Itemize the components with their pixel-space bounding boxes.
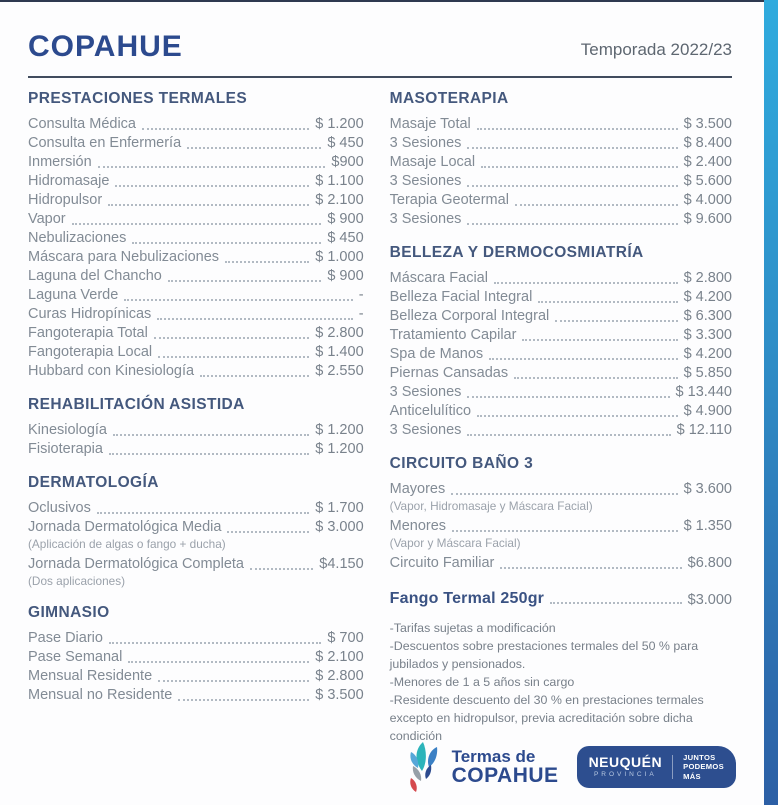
accent-bar bbox=[764, 0, 778, 805]
dot-leader bbox=[550, 602, 682, 604]
service-name: Pase Semanal bbox=[28, 649, 123, 665]
price-row bbox=[28, 518, 364, 537]
service-name: Laguna Verde bbox=[28, 287, 119, 303]
service-price: $ 2.100 bbox=[315, 649, 364, 665]
service-price: $ 900 bbox=[327, 211, 364, 227]
price-row bbox=[28, 229, 364, 248]
price-row bbox=[28, 286, 364, 305]
price-row bbox=[28, 686, 364, 705]
featured-price: $3.000 bbox=[687, 592, 732, 608]
dot-leader bbox=[72, 223, 322, 225]
price-row bbox=[390, 269, 732, 288]
service-price: $ 2.400 bbox=[683, 154, 732, 170]
service-price: - bbox=[358, 306, 364, 322]
service-price: $ 4.900 bbox=[683, 403, 732, 419]
dot-leader bbox=[154, 337, 309, 339]
dot-leader bbox=[477, 415, 678, 417]
price-row bbox=[390, 288, 732, 307]
dot-leader bbox=[132, 242, 321, 244]
badge-province-name: NEUQUÉN bbox=[588, 754, 663, 771]
price-row bbox=[390, 134, 732, 153]
price-row bbox=[28, 305, 364, 324]
service-name: Máscara Facial bbox=[389, 270, 488, 286]
dot-leader bbox=[500, 567, 681, 569]
service-price: $ 3.600 bbox=[683, 481, 732, 497]
dot-leader bbox=[142, 128, 309, 130]
service-price: $ 2.550 bbox=[315, 363, 364, 379]
service-name: Hidromasaje bbox=[28, 173, 110, 189]
featured-name: Fango Termal 250gr bbox=[389, 590, 545, 607]
service-price: $ 2.800 bbox=[315, 668, 364, 684]
service-name: Inmersión bbox=[28, 154, 92, 170]
price-row bbox=[390, 383, 732, 402]
badge-slogan-line: JUNTOS bbox=[683, 753, 716, 763]
service-note: (Vapor y Máscara Facial) bbox=[389, 536, 521, 550]
service-name: 3 Sesiones bbox=[389, 384, 462, 400]
badge-slogan-line: MÁS bbox=[683, 771, 701, 781]
dot-leader bbox=[451, 493, 677, 495]
dot-leader bbox=[522, 339, 677, 341]
service-price: $900 bbox=[331, 154, 364, 170]
service-name: Mayores bbox=[389, 481, 446, 497]
price-row bbox=[390, 210, 732, 229]
section-masoterapia bbox=[390, 90, 732, 229]
service-note: (Vapor, Hidromasaje y Máscara Facial) bbox=[389, 499, 593, 513]
section-gimnasio bbox=[28, 604, 364, 705]
service-price: $ 900 bbox=[327, 268, 364, 284]
service-name: Laguna del Chancho bbox=[28, 268, 162, 284]
dot-leader bbox=[158, 356, 309, 358]
service-price: $6.800 bbox=[687, 555, 732, 571]
price-row bbox=[390, 153, 732, 172]
price-row bbox=[390, 480, 732, 499]
service-price: $ 3.500 bbox=[315, 687, 364, 703]
service-name: Mensual no Residente bbox=[28, 687, 173, 703]
note-line: -Descuentos sobre prestaciones termales del 50 % para jubilados y pensionados. bbox=[389, 638, 699, 671]
service-price: $ 8.400 bbox=[683, 135, 732, 151]
service-price: $ 2.100 bbox=[315, 192, 364, 208]
price-row bbox=[390, 172, 732, 191]
badge-left bbox=[589, 755, 663, 779]
dot-leader bbox=[108, 204, 309, 206]
service-price: - bbox=[358, 287, 364, 303]
termas-line1: Termas de bbox=[451, 746, 536, 766]
badge-province-sub: PROVINCIA bbox=[593, 771, 657, 779]
service-name: Belleza Facial Integral bbox=[389, 289, 533, 305]
service-name: Spa de Manos bbox=[389, 346, 484, 362]
service-name: Jornada Dermatológica Media bbox=[28, 519, 222, 535]
service-name: Masaje Local bbox=[389, 154, 476, 170]
service-price: $ 3.300 bbox=[683, 327, 732, 343]
dot-leader bbox=[250, 568, 313, 570]
service-name: 3 Sesiones bbox=[389, 211, 462, 227]
dot-leader bbox=[515, 204, 678, 206]
dot-leader bbox=[124, 299, 352, 301]
service-price: $ 4.200 bbox=[683, 289, 732, 305]
price-row bbox=[28, 440, 364, 459]
dot-leader bbox=[514, 377, 677, 379]
dot-leader bbox=[113, 434, 309, 436]
service-price: $ 450 bbox=[327, 135, 364, 151]
price-row bbox=[28, 134, 364, 153]
service-name: Máscara para Nebulizaciones bbox=[28, 249, 220, 265]
dot-leader bbox=[168, 280, 322, 282]
section-title: MASOTERAPIA bbox=[389, 90, 509, 107]
splash-icon bbox=[406, 741, 444, 793]
section-circuito-bano-3 bbox=[390, 455, 732, 573]
service-price: $ 1.200 bbox=[315, 441, 364, 457]
dot-leader bbox=[158, 680, 309, 682]
section-rehabilitacion-asistida bbox=[28, 396, 364, 459]
header bbox=[0, 0, 778, 76]
dot-leader bbox=[128, 661, 309, 663]
service-name: Belleza Corporal Integral bbox=[389, 308, 550, 324]
service-price: $ 5.850 bbox=[683, 365, 732, 381]
price-row bbox=[28, 115, 364, 134]
service-price: $ 1.200 bbox=[315, 116, 364, 132]
service-name: 3 Sesiones bbox=[389, 135, 462, 151]
left-column bbox=[28, 90, 364, 746]
dot-leader bbox=[98, 166, 326, 168]
badge-slogan bbox=[683, 753, 724, 780]
dot-leader bbox=[467, 147, 677, 149]
featured-item-fango-termal bbox=[390, 590, 732, 608]
service-price: $ 2.800 bbox=[315, 325, 364, 341]
termas-de-copahue-logo bbox=[406, 741, 559, 793]
dot-leader bbox=[115, 185, 309, 187]
service-name: Piernas Cansadas bbox=[389, 365, 509, 381]
section-title: REHABILITACIÓN ASISTIDA bbox=[28, 396, 245, 413]
price-row bbox=[390, 421, 732, 440]
dot-leader bbox=[200, 375, 309, 377]
service-price: $4.150 bbox=[319, 556, 364, 572]
service-price: $ 1.700 bbox=[315, 500, 364, 516]
dot-leader bbox=[97, 512, 309, 514]
dot-leader bbox=[477, 128, 678, 130]
dot-leader bbox=[187, 147, 321, 149]
service-name: Hidropulsor bbox=[28, 192, 103, 208]
service-name: Terapia Geotermal bbox=[389, 192, 509, 208]
service-price: $ 3.000 bbox=[315, 519, 364, 535]
dot-leader bbox=[494, 282, 678, 284]
service-name: Circuito Familiar bbox=[389, 555, 495, 571]
price-row bbox=[28, 191, 364, 210]
section-title: GIMNASIO bbox=[28, 604, 110, 621]
price-row bbox=[28, 210, 364, 229]
service-price: $ 6.300 bbox=[683, 308, 732, 324]
price-row bbox=[28, 153, 364, 172]
service-name: Tratamiento Capilar bbox=[389, 327, 517, 343]
service-price: $ 2.800 bbox=[683, 270, 732, 286]
price-row bbox=[390, 345, 732, 364]
note-line: -Menores de 1 a 5 años sin cargo bbox=[389, 674, 575, 689]
section-title: PRESTACIONES TERMALES bbox=[28, 90, 248, 107]
service-name: Curas Hidropínicas bbox=[28, 306, 152, 322]
section-belleza-dermocosmiatria bbox=[390, 244, 732, 440]
service-name: Fangoterapia Local bbox=[28, 344, 153, 360]
price-row bbox=[28, 499, 364, 518]
dot-leader bbox=[227, 531, 309, 533]
service-name: Consulta en Enfermería bbox=[28, 135, 182, 151]
service-price: $ 3.500 bbox=[683, 116, 732, 132]
termas-text bbox=[452, 748, 559, 787]
badge-slogan-line: PODEMOS bbox=[683, 762, 724, 772]
termas-line2: COPAHUE bbox=[451, 763, 559, 787]
section-prestaciones-termales bbox=[28, 90, 364, 381]
service-price: $ 9.600 bbox=[683, 211, 732, 227]
price-row bbox=[390, 517, 732, 536]
service-price: $ 700 bbox=[327, 630, 364, 646]
price-row bbox=[28, 324, 364, 343]
service-price: $ 4.000 bbox=[683, 192, 732, 208]
footnotes bbox=[390, 620, 732, 746]
dot-leader bbox=[555, 320, 677, 322]
price-row bbox=[390, 307, 732, 326]
service-note: (Aplicación de algas o fango + ducha) bbox=[28, 537, 226, 551]
service-name: Hubbard con Kinesiología bbox=[28, 363, 195, 379]
note-line: -Tarifas sujetas a modificación bbox=[389, 621, 556, 635]
price-row bbox=[28, 248, 364, 267]
dot-leader bbox=[178, 699, 309, 701]
dot-leader bbox=[467, 223, 677, 225]
service-price: $ 1.350 bbox=[683, 518, 732, 534]
top-border bbox=[0, 0, 764, 2]
service-name: 3 Sesiones bbox=[389, 422, 462, 438]
service-name: Jornada Dermatológica Completa bbox=[28, 556, 244, 572]
price-row bbox=[390, 554, 732, 573]
service-name: Kinesiología bbox=[28, 422, 107, 438]
dot-leader bbox=[538, 301, 677, 303]
service-price: $ 4.200 bbox=[683, 346, 732, 362]
service-name: Nebulizaciones bbox=[28, 230, 127, 246]
note-line: -Residente descuento del 30 % en prestaciones termales excepto en hidropulsor, previa acreditación sobre dicha condición bbox=[389, 692, 704, 743]
service-name: Pase Diario bbox=[28, 630, 103, 646]
section-title: CIRCUITO BAÑO 3 bbox=[389, 455, 534, 472]
service-price: $ 5.600 bbox=[683, 173, 732, 189]
price-row bbox=[390, 191, 732, 210]
section-title: BELLEZA Y DERMOCOSMIATRÍA bbox=[389, 244, 644, 261]
dot-leader bbox=[467, 396, 669, 398]
price-row bbox=[28, 343, 364, 362]
dot-leader bbox=[225, 261, 309, 263]
badge-divider bbox=[672, 755, 673, 779]
footer bbox=[406, 741, 736, 793]
price-row bbox=[28, 629, 364, 648]
service-name: Masaje Total bbox=[389, 116, 471, 132]
service-name: Fisioterapia bbox=[28, 441, 103, 457]
section-title: DERMATOLOGÍA bbox=[28, 474, 159, 491]
service-price: $ 450 bbox=[327, 230, 364, 246]
service-name: Consulta Médica bbox=[28, 116, 136, 132]
right-column bbox=[390, 90, 732, 746]
service-name: Anticelulítico bbox=[389, 403, 472, 419]
service-price: $ 12.110 bbox=[676, 422, 732, 438]
service-price: $ 1.400 bbox=[315, 344, 364, 360]
brand-wordmark: COPAHUE bbox=[28, 30, 183, 63]
price-row bbox=[28, 555, 364, 574]
dot-leader bbox=[481, 166, 678, 168]
dot-leader bbox=[109, 642, 321, 644]
price-row bbox=[390, 326, 732, 345]
dot-leader bbox=[489, 358, 677, 360]
price-row bbox=[28, 267, 364, 286]
price-row bbox=[28, 172, 364, 191]
service-price: $ 1.000 bbox=[315, 249, 364, 265]
dot-leader bbox=[467, 185, 677, 187]
section-dermatologia bbox=[28, 474, 364, 589]
service-price: $ 1.200 bbox=[315, 422, 364, 438]
service-name: 3 Sesiones bbox=[389, 173, 462, 189]
price-row bbox=[390, 402, 732, 421]
dot-leader bbox=[452, 530, 678, 532]
price-row bbox=[28, 667, 364, 686]
season-label: Temporada 2022/23 bbox=[580, 40, 732, 59]
price-row bbox=[390, 115, 732, 134]
dot-leader bbox=[467, 434, 670, 436]
content bbox=[0, 78, 778, 746]
service-name: Oclusivos bbox=[28, 500, 91, 516]
dot-leader bbox=[157, 318, 352, 320]
service-note: (Dos aplicaciones) bbox=[28, 574, 126, 588]
service-price: $ 13.440 bbox=[675, 384, 732, 400]
price-row bbox=[390, 364, 732, 383]
service-name: Fangoterapia Total bbox=[28, 325, 148, 341]
price-row bbox=[28, 421, 364, 440]
price-row bbox=[28, 648, 364, 667]
service-name: Menores bbox=[389, 518, 447, 534]
neuquen-provincia-badge bbox=[577, 746, 736, 788]
service-price: $ 1.100 bbox=[315, 173, 364, 189]
dot-leader bbox=[109, 453, 309, 455]
price-row bbox=[28, 362, 364, 381]
service-name: Vapor bbox=[28, 211, 66, 227]
service-name: Mensual Residente bbox=[28, 668, 153, 684]
